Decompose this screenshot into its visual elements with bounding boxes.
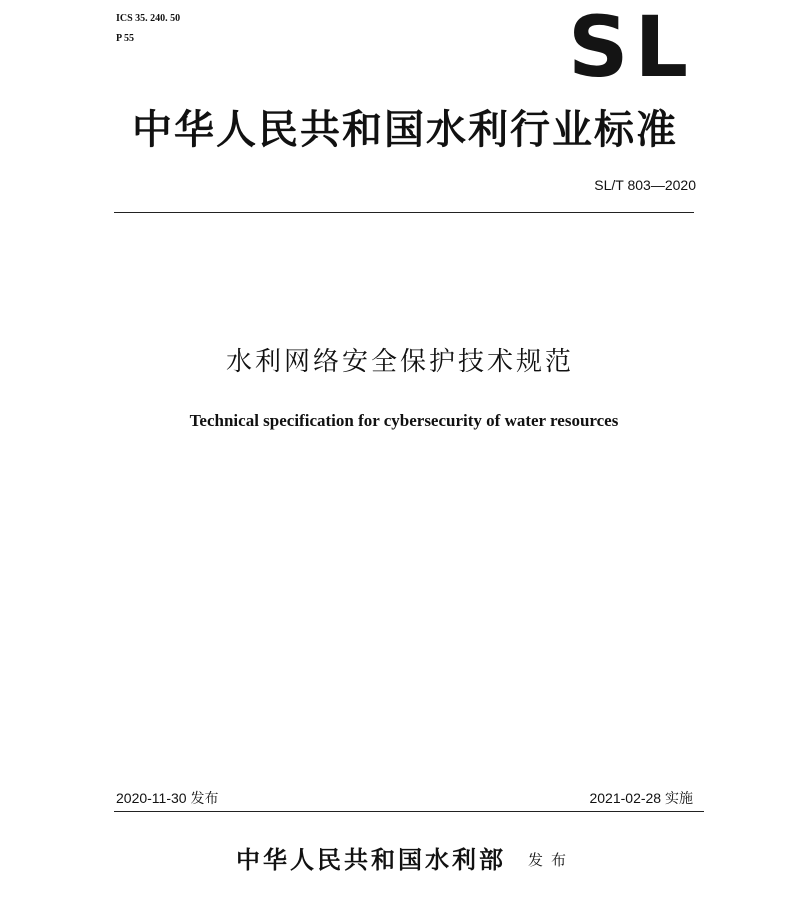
ics-code: ICS 35. 240. 50	[116, 13, 181, 24]
publisher-name: 中华人民共和国水利部	[235, 845, 506, 874]
sl-logo: SL	[567, 0, 694, 96]
standard-number: SL/T 803—2020	[594, 177, 696, 193]
ccs-code: P 55	[116, 33, 135, 44]
document-title-en: Technical specification for cybersecurity of water resources	[189, 411, 619, 430]
implementation-date: 2021-02-28 实施	[589, 790, 693, 806]
issue-date: 2020-11-30 发布	[116, 790, 219, 806]
header-divider	[114, 212, 694, 213]
footer-divider	[114, 811, 704, 812]
document-title-cn: 水利网络安全保护技术规范	[225, 347, 574, 377]
publisher-action: 发布	[527, 851, 574, 869]
publisher-line	[190, 840, 620, 880]
industry-standard-title: 中华人民共和国水利行业标准	[132, 106, 678, 153]
